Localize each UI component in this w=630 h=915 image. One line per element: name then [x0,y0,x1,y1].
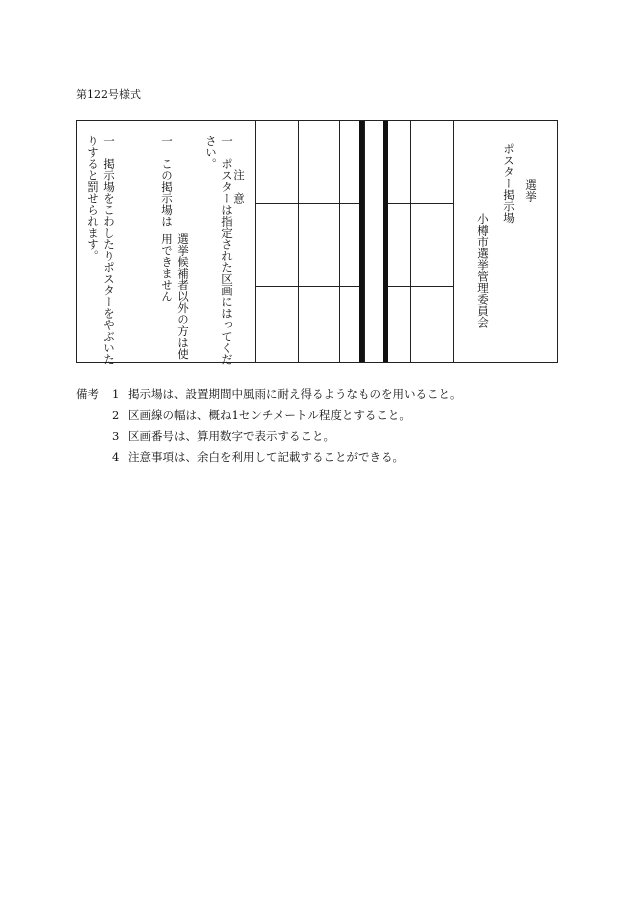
poster-board-diagram [76,120,558,363]
remark-row [76,404,462,425]
grid-row-line [255,203,359,204]
board-title-election: 選挙 [524,179,538,202]
remark-text: 掲示場は、設置期間中風雨に耐え得るようなものを用いること。 [128,386,462,401]
form-number-label: 第122号様式 [76,88,141,101]
grid-line [410,121,411,362]
remark-number: 2 [112,407,120,422]
remark-number: 4 [112,449,120,464]
remark-row [76,425,462,446]
remark-text: 注意事項は、余白を利用して記載することができる。 [128,449,404,464]
notice-item-3: 一 掲示場をこわしたりポスターをやぶいたりすると罰せられます。 [86,135,116,365]
grid-line [364,121,365,362]
grid-row-line [255,286,359,287]
grid-line [339,121,340,362]
board-title-committee: 小樽市選挙管理委員会 [476,213,490,328]
grid-row-line [388,286,454,287]
notice-heading: 注 意 [232,169,246,205]
remark-number: 1 [112,386,120,401]
notice-item-2-part-b: 選挙候補者以外の方は使用できません [160,233,190,360]
remark-text: 区画線の幅は、概ね1センチメートル程度とすること。 [128,407,411,422]
grid-line [453,121,454,362]
remark-row [76,446,462,467]
remark-row [76,383,462,404]
remarks-section [76,383,462,467]
remarks-label: 備考 [76,386,99,401]
thick-divider [383,121,388,362]
notice-item-2-part-a: 一 この掲示場は [160,135,174,227]
grid-line [255,121,256,362]
grid-row-line [388,203,454,204]
remark-number: 3 [112,428,120,443]
notice-item-1: 一 ポスターは指定された区画にはってください。 [204,135,234,365]
remark-text: 区画番号は、算用数字で表示すること。 [128,428,335,443]
board-title-poster-board: ポスター掲示場 [502,143,516,224]
grid-line [298,121,299,362]
